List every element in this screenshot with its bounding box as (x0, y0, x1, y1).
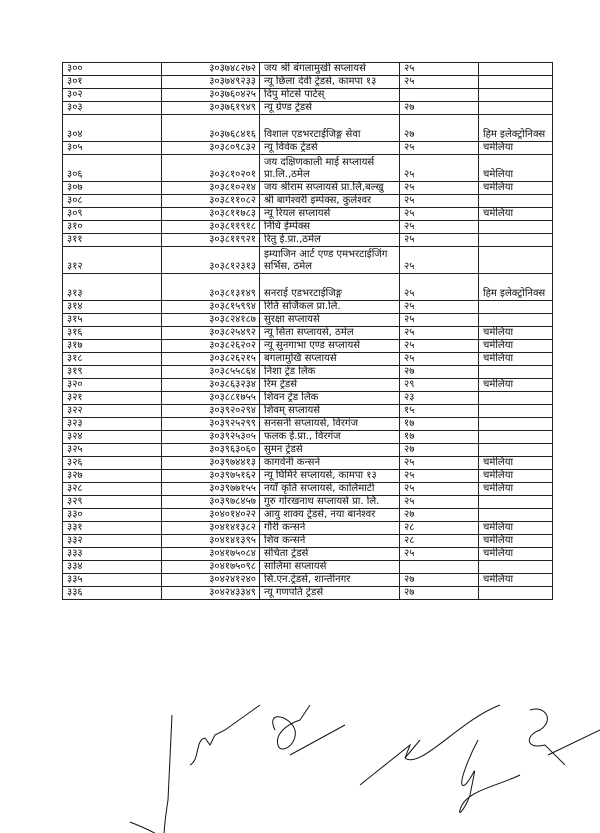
firm-name-cell: गौरी कन्सर्न (260, 522, 400, 535)
table-row (63, 509, 553, 522)
remark-cell: चमेलिया (479, 208, 553, 221)
remark-cell: चमेलिया (479, 535, 553, 548)
table-row (63, 274, 553, 301)
firm-name-cell: न्यू विवेक ट्रेडर्स (260, 142, 400, 155)
quantity-cell: २५ (400, 548, 479, 561)
table-row (63, 522, 553, 535)
registration-number-cell: ३०३८१३१४९ (162, 274, 260, 301)
table-row (63, 221, 553, 234)
firm-name-cell: न्यू सिता सप्लायर्स, ठमेल (260, 327, 400, 340)
quantity-cell: २५ (400, 314, 479, 327)
registration-number-cell: ३०३९२५२९९ (162, 418, 260, 431)
remark-cell (479, 366, 553, 379)
quantity-cell: १५ (400, 405, 479, 418)
quantity-cell: २७ (400, 587, 479, 600)
quantity-cell: २३ (400, 392, 479, 405)
remark-cell (479, 63, 553, 76)
remark-cell: चमेलिया (479, 353, 553, 366)
table-row (63, 102, 553, 115)
registration-number-cell: ३०३८२६२१५ (162, 353, 260, 366)
firm-name-cell: रितु ई.प्रा.,ठमेल (260, 234, 400, 247)
firm-name-cell: आयु शाक्य ट्रेडर्स, नया बानेश्वर (260, 509, 400, 522)
firm-name-cell: सनराई एडभरटाईजिङ्ग (260, 274, 400, 301)
table-row (63, 405, 553, 418)
table-row (63, 353, 553, 366)
quantity-cell: २५ (400, 483, 479, 496)
quantity-cell: २९ (400, 379, 479, 392)
serial-number-cell: ३२१ (63, 392, 162, 405)
serial-number-cell: ३१० (63, 221, 162, 234)
table-row (63, 457, 553, 470)
serial-number-cell: ३०५ (63, 142, 162, 155)
quantity-cell: २७ (400, 102, 479, 115)
registration-number-cell: ३०३८१५९९४ (162, 301, 260, 314)
remark-cell (479, 561, 553, 574)
table-row (63, 247, 553, 274)
firm-name-cell: जय दक्षिणकाली माई सप्लायर्स प्रा.लि.,ठमेल (260, 155, 400, 182)
quantity-cell: १७ (400, 431, 479, 444)
table-row (63, 496, 553, 509)
serial-number-cell: ३०८ (63, 195, 162, 208)
table-row (63, 574, 553, 587)
signature-1 (130, 715, 175, 833)
serial-number-cell: ३०४ (63, 115, 162, 142)
table-row (63, 234, 553, 247)
quantity-cell (400, 561, 479, 574)
quantity-cell: २७ (400, 574, 479, 587)
remark-cell (479, 102, 553, 115)
table-row (63, 115, 553, 142)
serial-number-cell: ३०२ (63, 89, 162, 102)
quantity-cell: २५ (400, 340, 479, 353)
table-row (63, 535, 553, 548)
firm-name-cell: संचिता ट्रेडर्स (260, 548, 400, 561)
table-row (63, 366, 553, 379)
quantity-cell: २५ (400, 63, 479, 76)
serial-number-cell: ३१७ (63, 340, 162, 353)
registration-number-cell: ३०३८११९२१ (162, 234, 260, 247)
serial-number-cell: ३०७ (63, 182, 162, 195)
quantity-cell: २५ (400, 182, 479, 195)
table-row (63, 470, 553, 483)
quantity-cell: २५ (400, 76, 479, 89)
registration-number-cell: ३०३९७७१५५ (162, 483, 260, 496)
quantity-cell: २७ (400, 509, 479, 522)
firm-name-cell: शिवम् सप्लायर्स (260, 405, 400, 418)
firm-name-cell: जय श्री बंगलामुखी सप्लायर्स (260, 63, 400, 76)
remark-cell (479, 509, 553, 522)
table-row (63, 314, 553, 327)
registration-number-cell: ३०३९२५३०५ (162, 431, 260, 444)
firm-name-cell: रिम ट्रेडर्स (260, 379, 400, 392)
remark-cell (479, 444, 553, 457)
remark-cell: चमेलिया (479, 327, 553, 340)
registration-number-cell: ३०३८२५४९२ (162, 327, 260, 340)
serial-number-cell: ३१२ (63, 247, 162, 274)
serial-number-cell: ३३६ (63, 587, 162, 600)
registration-number-cell: ३०३८०९८३२ (162, 142, 260, 155)
table-row (63, 340, 553, 353)
remark-cell (479, 301, 553, 314)
quantity-cell: २८ (400, 522, 479, 535)
serial-number-cell: ३०९ (63, 208, 162, 221)
firm-name-cell: नयाँ कृति सप्लायर्स, कालिमाटी (260, 483, 400, 496)
firm-name-cell: शिवन ट्रेड लिंक (260, 392, 400, 405)
serial-number-cell: ३३३ (63, 548, 162, 561)
quantity-cell: २५ (400, 457, 479, 470)
remark-cell: चमेलिया (479, 548, 553, 561)
serial-number-cell: ३१६ (63, 327, 162, 340)
firm-name-cell: फलक ई.प्रा., विरगंज (260, 431, 400, 444)
serial-number-cell: ३०६ (63, 155, 162, 182)
serial-number-cell: ३०० (63, 63, 162, 76)
table-row (63, 379, 553, 392)
quantity-cell (400, 89, 479, 102)
quantity-cell: २५ (400, 195, 479, 208)
remark-cell: चमेलिया (479, 522, 553, 535)
remark-cell: चमेलिया (479, 470, 553, 483)
table-row (63, 76, 553, 89)
remark-cell (479, 496, 553, 509)
quantity-cell: २७ (400, 115, 479, 142)
table-row (63, 208, 553, 221)
table-row (63, 587, 553, 600)
firm-name-cell: सि.एन.ट्रेडर्स, शान्तीनगर (260, 574, 400, 587)
quantity-cell: २५ (400, 234, 479, 247)
serial-number-cell: ३१५ (63, 314, 162, 327)
quantity-cell: २५ (400, 327, 479, 340)
registration-number-cell: ३०३७४९२३३ (162, 76, 260, 89)
supplier-table-body (63, 63, 553, 600)
table-row (63, 195, 553, 208)
supplier-table (62, 62, 553, 600)
remark-cell: हिम इलेक्ट्रोनिक्स (479, 274, 553, 301)
serial-number-cell: ३२२ (63, 405, 162, 418)
quantity-cell: २७ (400, 444, 479, 457)
registration-number-cell: ३०३९२०२९४ (162, 405, 260, 418)
serial-number-cell: ३१३ (63, 274, 162, 301)
remark-cell (479, 76, 553, 89)
registration-number-cell: ३०४१७५०८४ (162, 548, 260, 561)
registration-number-cell: ३०४०१४०२२ (162, 509, 260, 522)
quantity-cell: १७ (400, 418, 479, 431)
serial-number-cell: ३२७ (63, 470, 162, 483)
serial-number-cell: ३२८ (63, 483, 162, 496)
signature-3 (360, 705, 500, 785)
remark-cell: चमेलिया (479, 142, 553, 155)
remark-cell (479, 431, 553, 444)
quantity-cell: २८ (400, 535, 479, 548)
serial-number-cell: ३१९ (63, 366, 162, 379)
registration-number-cell: ३०४२४१२४० (162, 574, 260, 587)
serial-number-cell: ३२४ (63, 431, 162, 444)
remark-cell: चमेलिया (479, 457, 553, 470)
registration-number-cell: ३०३९७४४१३ (162, 457, 260, 470)
serial-number-cell: ३३४ (63, 561, 162, 574)
registration-number-cell: ३०३८११९१८ (162, 221, 260, 234)
firm-name-cell: सालिमा सप्लायर्स (260, 561, 400, 574)
remark-cell (479, 221, 553, 234)
firm-name-cell: जय श्रीराम सप्लायर्स प्रा.लि,बल्खु (260, 182, 400, 195)
remark-cell: हिम इलेक्ट्रोनिक्स (479, 115, 553, 142)
registration-number-cell: ३०३८६३२३४ (162, 379, 260, 392)
quantity-cell: २५ (400, 496, 479, 509)
remark-cell (479, 587, 553, 600)
table-row (63, 418, 553, 431)
serial-number-cell: ३०३ (63, 102, 162, 115)
quantity-cell: २५ (400, 208, 479, 221)
firm-name-cell: न्यू ग्रेण्ड ट्रेडर्स (260, 102, 400, 115)
serial-number-cell: ३३२ (63, 535, 162, 548)
serial-number-cell: ३२० (63, 379, 162, 392)
registration-number-cell: ३०४१४१३८२ (162, 522, 260, 535)
registration-number-cell: ३०३७६८४१६ (162, 115, 260, 142)
registration-number-cell: ३०३७४८२७२ (162, 63, 260, 76)
firm-name-cell: श्री बागेश्वरी इम्पेक्स, कुलेश्वर (260, 195, 400, 208)
table-row (63, 89, 553, 102)
serial-number-cell: ३२३ (63, 418, 162, 431)
firm-name-cell: निशा ट्रेड लिंक (260, 366, 400, 379)
serial-number-cell: ३१८ (63, 353, 162, 366)
remark-cell (479, 314, 553, 327)
serial-number-cell: ३१४ (63, 301, 162, 314)
quantity-cell: २५ (400, 301, 479, 314)
registration-number-cell: ३०४१४१३९५ (162, 535, 260, 548)
remark-cell: चमेलिया (479, 182, 553, 195)
quantity-cell: २५ (400, 247, 479, 274)
remark-cell (479, 234, 553, 247)
signature-1-script (190, 705, 260, 765)
quantity-cell: २५ (400, 353, 479, 366)
registration-number-cell: ३०३९७८४५७ (162, 496, 260, 509)
signatures-area (0, 700, 600, 833)
table-row (63, 327, 553, 340)
serial-number-cell: ३२६ (63, 457, 162, 470)
table-row (63, 444, 553, 457)
signature-2 (273, 705, 345, 755)
firm-name-cell: इम्याजिन आर्ट एण्ड एमभरटाईजिंग सर्भिस, ठमेल (260, 247, 400, 274)
registration-number-cell: ३०३८२४१८७ (162, 314, 260, 327)
registration-number-cell: ३०३७६०४२५ (162, 89, 260, 102)
firm-name-cell: न्यू रियल सप्लायर्स (260, 208, 400, 221)
registration-number-cell: ३०३८१२३१३ (162, 247, 260, 274)
table-row (63, 483, 553, 496)
quantity-cell: २७ (400, 366, 479, 379)
registration-number-cell: ३०३८११७८३ (162, 208, 260, 221)
serial-number-cell: ३३५ (63, 574, 162, 587)
table-row (63, 431, 553, 444)
remark-cell: चमेलिया (479, 483, 553, 496)
remark-cell: चमेलिया (479, 379, 553, 392)
remark-cell: चमेलिया (479, 340, 553, 353)
table-row (63, 561, 553, 574)
firm-name-cell: कागवेनी कन्सर्न (260, 457, 400, 470)
serial-number-cell: ३२९ (63, 496, 162, 509)
firm-name-cell: दिपु मोटर्स पार्टस् (260, 89, 400, 102)
firm-name-cell: सुमन ट्रेडर्स (260, 444, 400, 457)
table-row (63, 63, 553, 76)
registration-number-cell: ३०३९७५१६२ (162, 470, 260, 483)
registration-number-cell: ३०३८१०२०१ (162, 155, 260, 182)
serial-number-cell: ३११ (63, 234, 162, 247)
quantity-cell: २५ (400, 470, 479, 483)
firm-name-cell: न्यू गणपति ट्रेडर्स (260, 587, 400, 600)
signature-4 (460, 709, 600, 812)
remark-cell (479, 247, 553, 274)
remark-cell (479, 405, 553, 418)
firm-name-cell: रिति सर्जिकल प्रा.लि. (260, 301, 400, 314)
registration-number-cell: ३०३९६३०६० (162, 444, 260, 457)
quantity-cell: २५ (400, 142, 479, 155)
registration-number-cell: ३०३७६१९४९ (162, 102, 260, 115)
remark-cell (479, 195, 553, 208)
table-row (63, 155, 553, 182)
firm-name-cell: निधि ईम्पेक्स (260, 221, 400, 234)
table-row (63, 301, 553, 314)
firm-name-cell: न्यू घिमिरे सप्लायर्स, कामपा १३ (260, 470, 400, 483)
quantity-cell: २५ (400, 155, 479, 182)
quantity-cell: २५ (400, 221, 479, 234)
registration-number-cell: ३०३८११०८२ (162, 195, 260, 208)
firm-name-cell: विशाल एडभरटाईजिङ्ग सेवा (260, 115, 400, 142)
firm-name-cell: न्यू छिला देवी ट्रेडर्स, कामपा १३ (260, 76, 400, 89)
firm-name-cell: बगलामुखि सप्लायर्स (260, 353, 400, 366)
remark-cell (479, 89, 553, 102)
registration-number-cell: ३०३८१०२१४ (162, 182, 260, 195)
quantity-cell: २५ (400, 274, 479, 301)
table-row (63, 548, 553, 561)
serial-number-cell: ३०१ (63, 76, 162, 89)
firm-name-cell: सुरक्षा सप्लायर्स (260, 314, 400, 327)
remark-cell: चमेलिया (479, 155, 553, 182)
remark-cell (479, 418, 553, 431)
registration-number-cell: ३०३८८१७५५ (162, 392, 260, 405)
serial-number-cell: ३२५ (63, 444, 162, 457)
table-row (63, 142, 553, 155)
firm-name-cell: गुरु गोरखनाथ सप्लायर्स प्रा. लि. (260, 496, 400, 509)
firm-name-cell: सनसनी सप्लायर्स, विरगंज (260, 418, 400, 431)
remark-cell (479, 392, 553, 405)
firm-name-cell: न्यू सुनगाभा एण्ड सप्लायर्स (260, 340, 400, 353)
serial-number-cell: ३३० (63, 509, 162, 522)
registration-number-cell: ३०४१७५०९८ (162, 561, 260, 574)
registration-number-cell: ३०४२४३३४९ (162, 587, 260, 600)
firm-name-cell: शिव कन्सर्न (260, 535, 400, 548)
serial-number-cell: ३३१ (63, 522, 162, 535)
remark-cell: चमेलिया (479, 574, 553, 587)
table-row (63, 392, 553, 405)
registration-number-cell: ३०३८५५८६४ (162, 366, 260, 379)
registration-number-cell: ३०३८२६२०२ (162, 340, 260, 353)
table-row (63, 182, 553, 195)
